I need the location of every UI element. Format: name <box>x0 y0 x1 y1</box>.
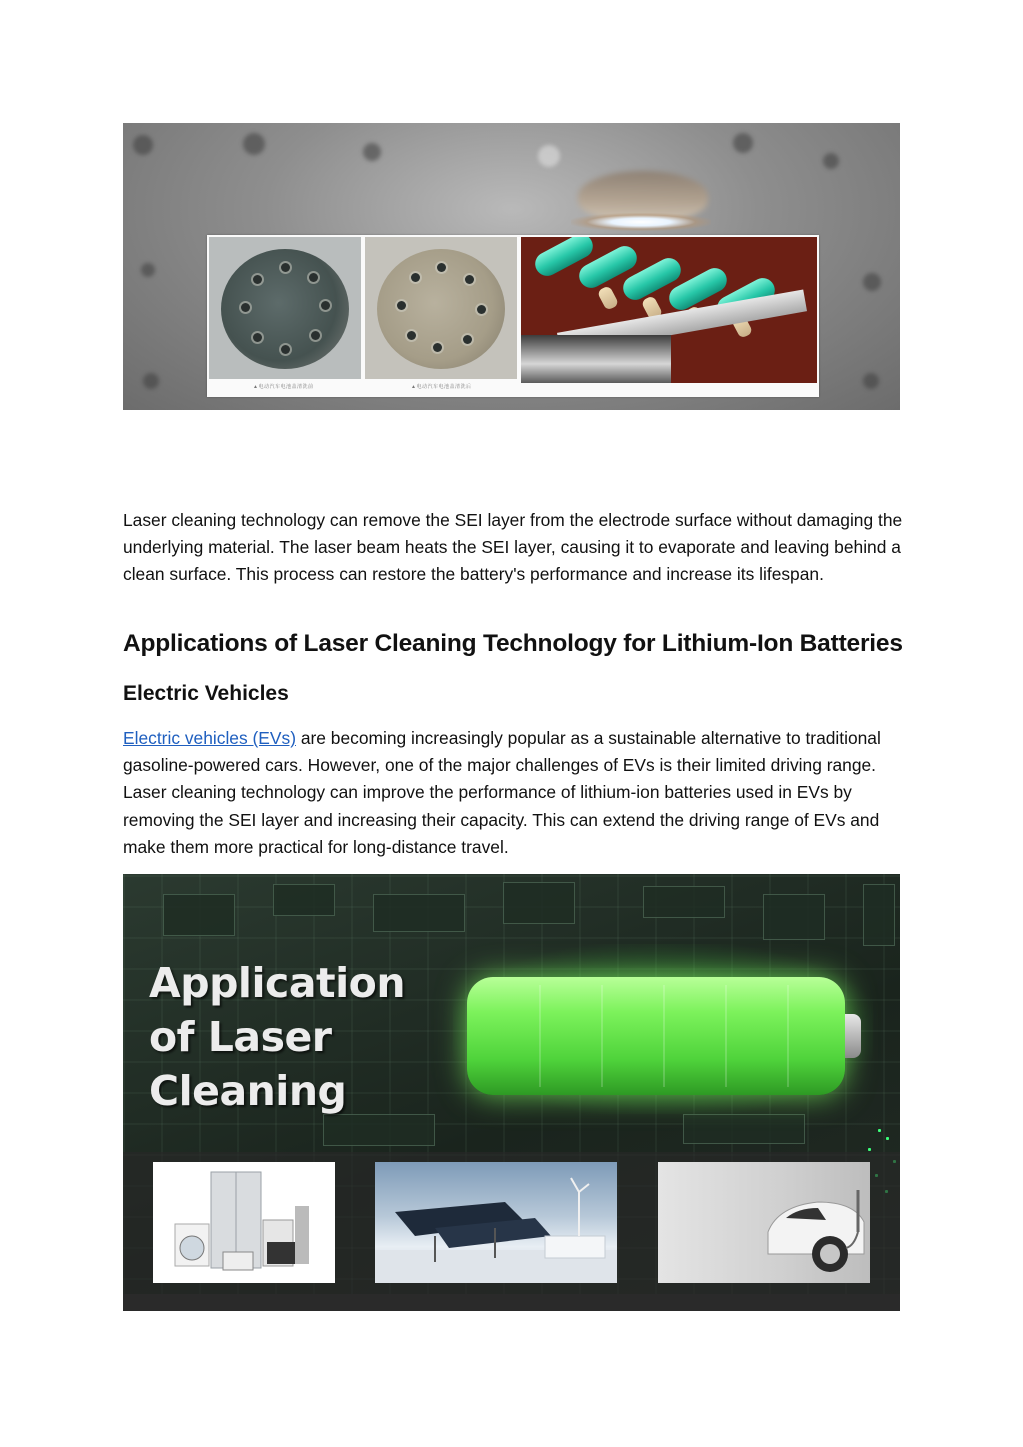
ev-link[interactable]: Electric vehicles (EVs) <box>123 728 296 748</box>
caption-after: ▲电动汽车电池盖清洗后 <box>411 384 472 390</box>
battery-cells-production <box>521 237 817 383</box>
battery-terminal <box>845 1014 861 1058</box>
laser-cleaning-photo <box>123 123 900 410</box>
home-appliances-image <box>153 1162 335 1283</box>
intro-paragraph: Laser cleaning technology can remove the SEI layer from the electrode surface without damaging the underlying material. The laser beam heats the SEI layer, causing it to evaporate and leaving behind a clean surface. This process can restore the battery's performance and increase its lifespan. <box>123 510 903 585</box>
caption-before: ▲电动汽车电池盖清洗前 <box>253 384 314 390</box>
ev-paragraph-text: are becoming increasingly popular as a sustainable alternative to traditional gasoline-powered cars. However, one of the major challenges of EVs is their limited driving range. Laser cleaning technology can improve the performance of lithium-ion batteries used in EVs by removing the SEI layer and increasing their capacity. This can extend the driving range of EVs and make them more practical for long-distance travel. <box>123 728 881 857</box>
subsection-heading: Electric Vehicles <box>123 682 289 705</box>
electric-car-image <box>658 1162 870 1283</box>
banner-title-line-1: Application <box>149 959 406 1007</box>
application-banner <box>123 874 900 1311</box>
banner-title <box>149 956 449 1118</box>
battery-cap-collage <box>207 235 819 397</box>
banner-bottom-bar <box>123 1294 900 1311</box>
banner-title-line-3: Cleaning <box>149 1067 347 1115</box>
battery-icon <box>467 977 845 1095</box>
cap-before-cleaning <box>209 237 361 379</box>
ev-paragraph <box>123 725 903 861</box>
solar-farm-image <box>375 1162 617 1283</box>
section-heading: Applications of Laser Cleaning Technology for Lithium-Ion Batteries <box>123 630 903 657</box>
banner-title-line-2: of Laser <box>149 1013 332 1061</box>
cap-after-cleaning <box>365 237 517 379</box>
laser-spark <box>571 213 711 231</box>
